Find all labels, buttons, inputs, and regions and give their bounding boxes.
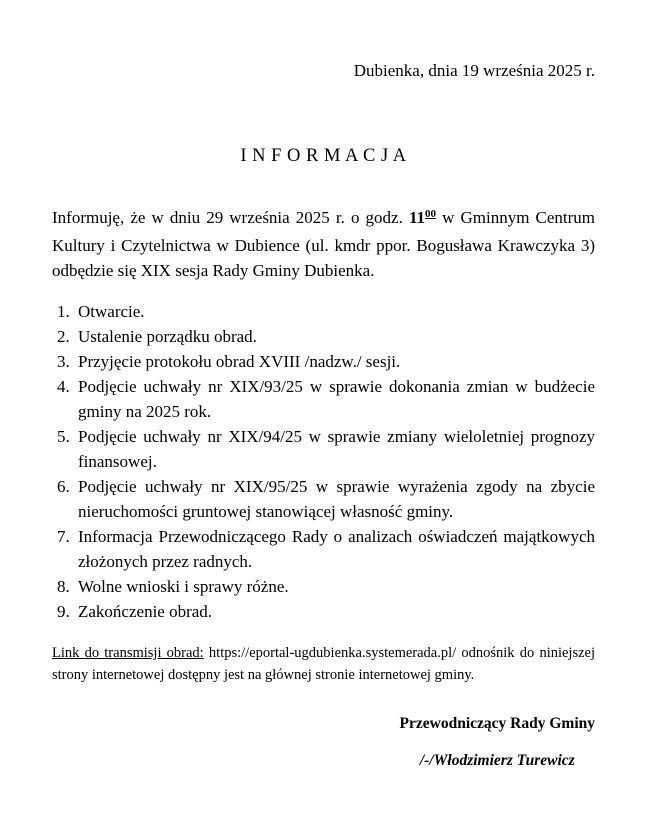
- agenda-item-text: Otwarcie.: [78, 302, 145, 321]
- signature-title: Przewodniczący Rady Gminy: [399, 715, 595, 732]
- stream-link-paragraph: [52, 642, 595, 686]
- agenda-item-1: [52, 299, 595, 324]
- session-time-minutes: 00: [425, 208, 436, 220]
- intro-paragraph: [52, 205, 595, 283]
- agenda-item-text: Przyjęcie protokołu obrad XVIII /nadzw./ sesji.: [78, 352, 401, 371]
- session-time-hour: 11: [408, 208, 425, 227]
- agenda-item-number: 6.: [57, 477, 70, 496]
- agenda-item-number: 3.: [57, 352, 70, 371]
- intro-text-before-time: Informuję, że w dniu 29 września 2025 r. o godz.: [52, 208, 409, 227]
- signature-block: [400, 712, 595, 772]
- agenda-item-text: Ustalenie porządku obrad.: [78, 327, 257, 346]
- stream-link-url: https://eportal-ugdubienka.systemerada.pl/: [208, 645, 457, 661]
- agenda-item-9: [52, 599, 595, 624]
- agenda-item-4: [52, 374, 595, 424]
- agenda-item-text: Zakończenie obrad.: [78, 602, 213, 621]
- agenda-list: [52, 299, 595, 624]
- agenda-item-text: Informacja Przewodniczącego Rady o analizach oświadczeń majątkowych złożonych przez radnych.: [78, 527, 595, 571]
- agenda-item-5: [52, 424, 595, 474]
- agenda-item-number: 7.: [57, 527, 70, 546]
- agenda-item-number: 2.: [57, 327, 70, 346]
- agenda-item-number: 8.: [57, 577, 70, 596]
- agenda-item-number: 1.: [57, 302, 70, 321]
- signature-name: /-/Włodzimierz Turewicz: [419, 752, 575, 769]
- document-title: I N F O R M A C J A: [240, 146, 407, 166]
- agenda-item-text: Podjęcie uchwały nr XIX/93/25 w sprawie dokonania zmian w budżecie gminy na 2025 rok.: [78, 377, 595, 421]
- agenda-item-text: Wolne wnioski i sprawy różne.: [78, 577, 289, 596]
- agenda-item-8: [52, 574, 595, 599]
- agenda-item-number: 4.: [57, 377, 70, 396]
- agenda-item-3: [52, 349, 595, 374]
- agenda-item-text: Podjęcie uchwały nr XIX/94/25 w sprawie zmiany wieloletniej prognozy finansowej.: [78, 427, 595, 471]
- stream-link-description: odnośnik do niniejszej strony internetowej dostępny jest na głównej stronie internetowej gminy.: [52, 645, 596, 683]
- agenda-item-7: [52, 524, 595, 574]
- intro-text-after-time: w Gminnym Centrum Kultury i Czytelnictwa w Dubience (ul. kmdr ppor. Bogusława Krawczyka 3) odbędzie się XIX sesja Rady Gminy Dubienka.: [52, 208, 595, 280]
- date-line: Dubienka, dnia 19 września 2025 r.: [353, 61, 595, 80]
- agenda-item-number: 9.: [57, 602, 70, 621]
- agenda-item-6: [52, 474, 595, 524]
- stream-link-label: Link do transmisji obrad:: [52, 645, 204, 661]
- agenda-item-number: 5.: [57, 427, 70, 446]
- agenda-item-2: [52, 324, 595, 349]
- agenda-item-text: Podjęcie uchwały nr XIX/95/25 w sprawie wyrażenia zgody na zbycie nieruchomości gruntowej stanowiącej własność gminy.: [78, 477, 595, 521]
